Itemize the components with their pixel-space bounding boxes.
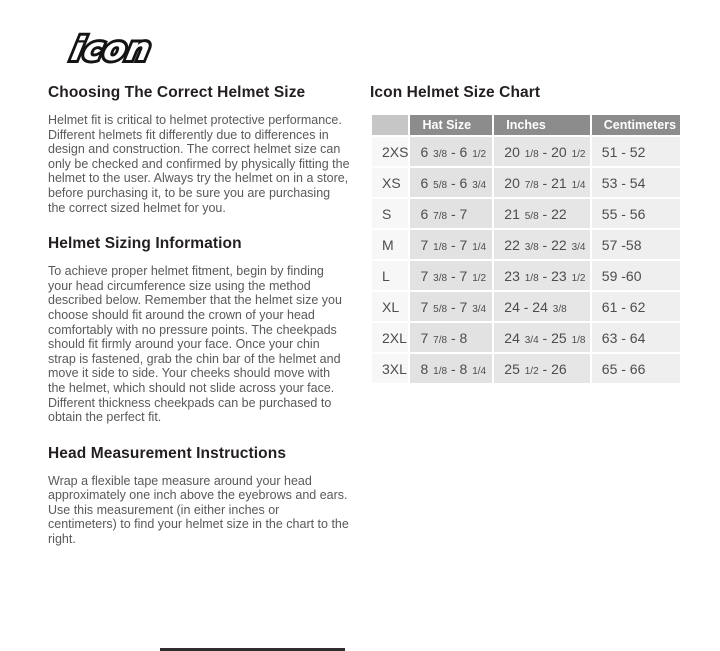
section-measurement-instructions (48, 445, 350, 547)
table-row (372, 292, 680, 321)
cell-centimeters: 61 - 62 (592, 292, 680, 321)
cell-inches: 20 1/8 - 20 1/2 (494, 137, 590, 166)
cell-size-label: L (372, 261, 408, 290)
header-cell-centimeters: Centimeters (592, 115, 680, 135)
cell-centimeters: 57 -58 (592, 230, 680, 259)
cell-centimeters: 63 - 64 (592, 323, 680, 352)
header-cell-blank (372, 115, 408, 135)
section-heading: Choosing The Correct Helmet Size (48, 84, 306, 101)
cell-size-label: XL (372, 292, 408, 321)
section-heading: Helmet Sizing Information (48, 235, 242, 253)
size-chart-title: Icon Helmet Size Chart (370, 84, 541, 101)
cell-hat-size: 7 7/8 - 8 (410, 323, 492, 352)
size-chart-table (370, 113, 682, 385)
icon-logo-text: icon (68, 30, 155, 68)
cell-inches: 21 5/8 - 22 (494, 199, 590, 228)
cell-size-label: M (372, 230, 408, 259)
icon-logo-graphic (60, 22, 210, 72)
table-row (372, 261, 680, 290)
table-row (372, 199, 680, 228)
table-row (372, 230, 680, 259)
cell-size-label: XS (372, 168, 408, 197)
cell-size-label: S (372, 199, 408, 228)
cell-inches: 23 1/8 - 23 1/2 (494, 261, 590, 290)
cell-centimeters: 55 - 56 (592, 199, 680, 228)
table-row (372, 168, 680, 197)
header-cell-hat-size: Hat Size (410, 115, 492, 135)
table-row (372, 137, 680, 166)
section-body: Wrap a flexible tape measure around your head approximately one inch above the eyebrows and ears. Use this measurement (in either inches or centimeters) to find your helmet size in the chart to the right. (48, 473, 349, 547)
icon-logo (60, 22, 210, 77)
cell-hat-size: 7 3/8 - 7 1/2 (410, 261, 492, 290)
cell-size-label: 2XS (372, 137, 408, 166)
table-row (372, 354, 680, 383)
cell-centimeters: 59 -60 (592, 261, 680, 290)
section-choosing-helmet-size (48, 84, 350, 215)
header-cell-inches: Inches (494, 115, 590, 135)
info-column (48, 84, 350, 547)
table-header-row (372, 115, 680, 135)
cell-size-label: 3XL (372, 354, 408, 383)
cell-inches: 22 3/8 - 22 3/4 (494, 230, 590, 259)
cell-hat-size: 8 1/8 - 8 1/4 (410, 354, 492, 383)
cell-centimeters: 51 - 52 (592, 137, 680, 166)
cell-hat-size: 6 7/8 - 7 (410, 199, 492, 228)
section-heading: Head Measurement Instructions (48, 444, 287, 462)
cell-inches: 24 - 24 3/8 (494, 292, 590, 321)
section-sizing-information (48, 235, 350, 425)
size-chart-body (372, 137, 680, 383)
cell-hat-size: 7 1/8 - 7 1/4 (410, 230, 492, 259)
cell-inches: 25 1/2 - 26 (494, 354, 590, 383)
cell-inches: 20 7/8 - 21 1/4 (494, 168, 590, 197)
cell-hat-size: 6 5/8 - 6 3/4 (410, 168, 492, 197)
cell-centimeters: 65 - 66 (592, 354, 680, 383)
section-body: To achieve proper helmet fitment, begin by finding your head circumference size using the method described below. Remember that the helmet size you choose should fit around the crown of your head comfortably with no pressure points. The cheekpads should fit firmly around your face. Once your chin strap is fastened, grab the chin bar of the helmet and move it side to side. Your cheeks should move with the helmet, which should not slide across your face. Different thickness cheekpads can be purchased to obtain the perfect fit. (48, 264, 342, 425)
cell-centimeters: 53 - 54 (592, 168, 680, 197)
cell-size-label: 2XL (372, 323, 408, 352)
cell-hat-size: 6 3/8 - 6 1/2 (410, 137, 492, 166)
cell-inches: 24 3/4 - 25 1/8 (494, 323, 590, 352)
cell-hat-size: 7 5/8 - 7 3/4 (410, 292, 492, 321)
section-body: Helmet fit is critical to helmet protective performance. Different helmets fit differently due to differences in design and construction. The correct helmet size can only be checked and confirmed by physically fitting the helmet to the user. Always try the helmet on in a store, before purchasing it, to be sure you are purchasing the correct sized helmet for you. (48, 113, 350, 215)
content-columns (48, 84, 682, 547)
table-row (372, 323, 680, 352)
size-chart-column (370, 84, 682, 385)
